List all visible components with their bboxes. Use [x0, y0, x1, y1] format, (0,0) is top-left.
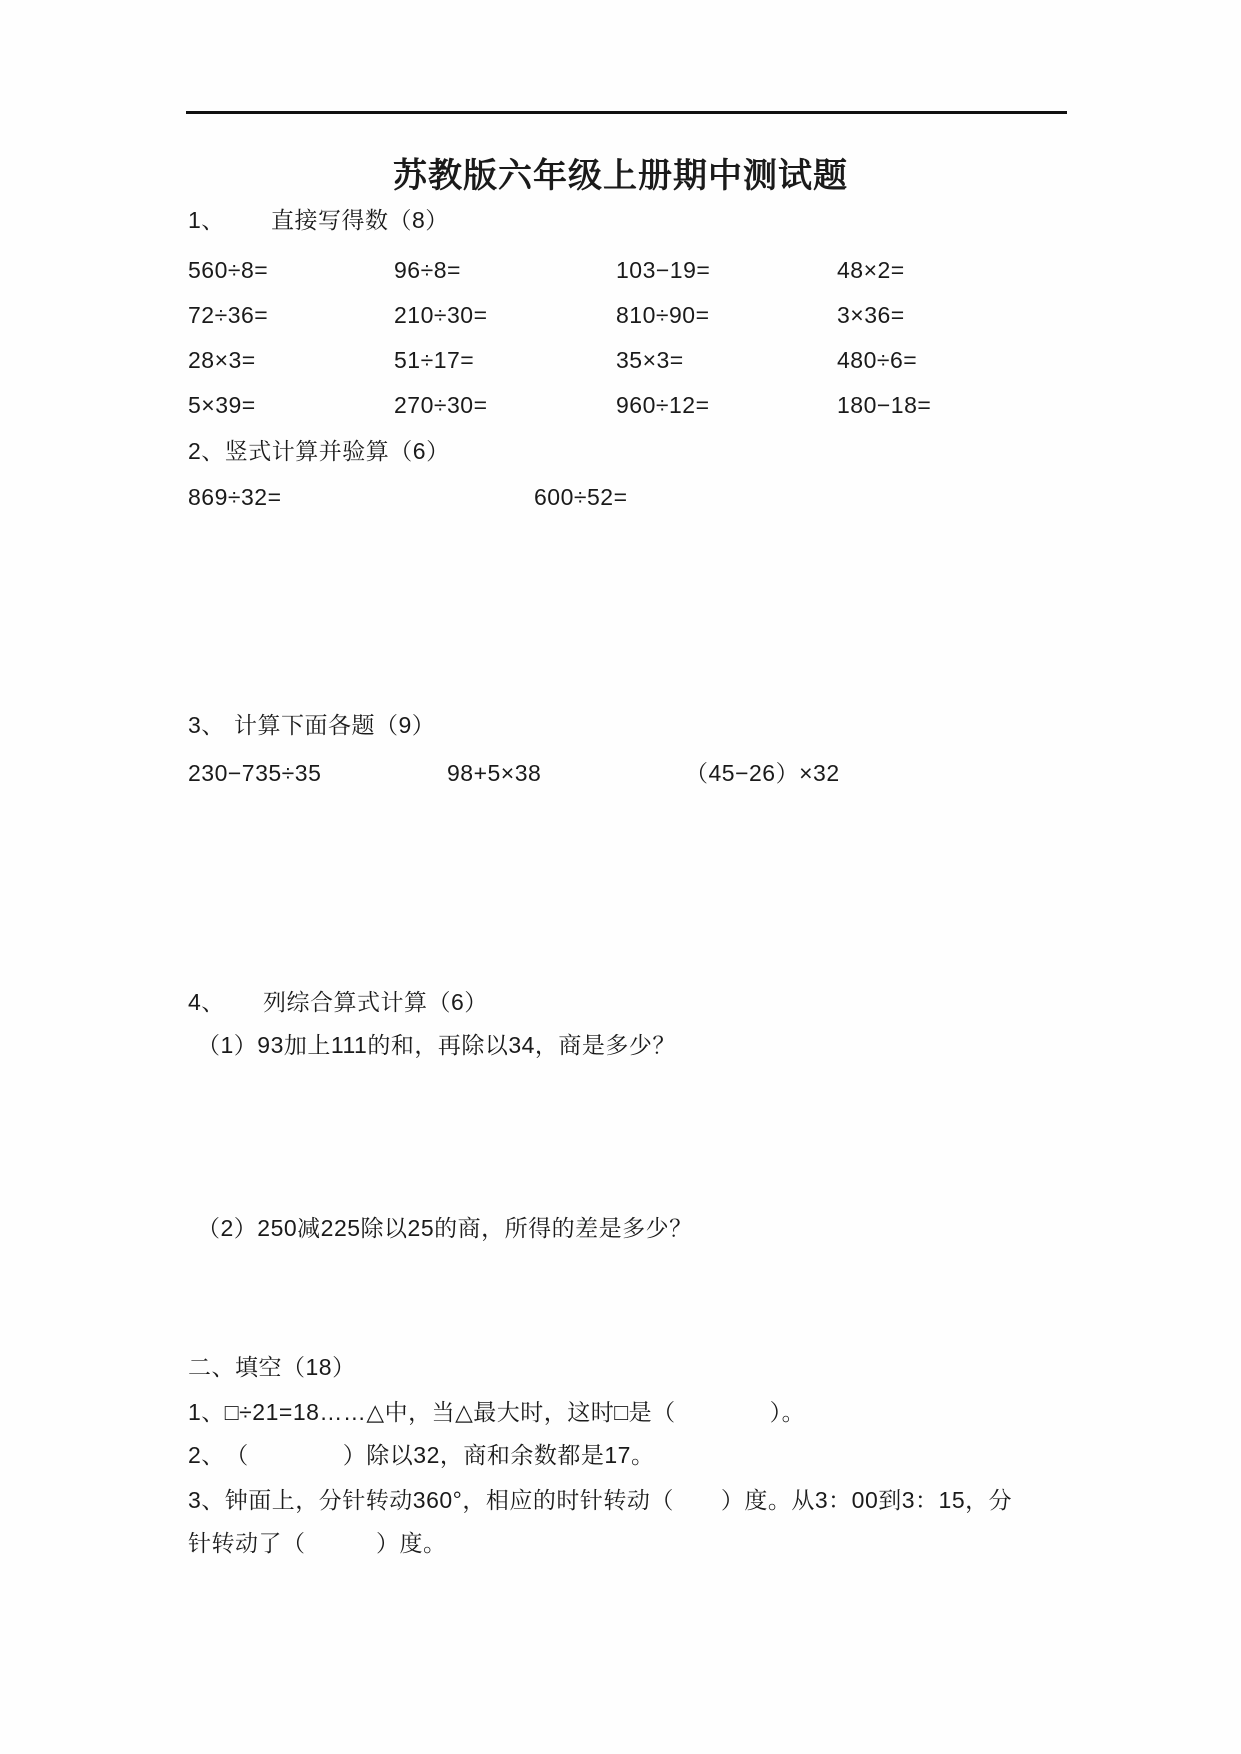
expression-problem: 230−735÷35: [188, 760, 322, 786]
oral-calc-item: 51÷17=: [394, 347, 475, 373]
section3-number: 3、: [188, 712, 225, 738]
oral-calc-item: 96÷8=: [394, 257, 461, 283]
oral-calc-item: 560÷8=: [188, 257, 269, 283]
oral-calc-item: 48×2=: [837, 257, 905, 283]
word-problem-2: （2）250减225除以25的商，所得的差是多少？: [197, 1215, 693, 1241]
word-problem-1: （1）93加上111的和，再除以34，商是多少？: [197, 1032, 676, 1058]
vertical-calc-problem: 600÷52=: [534, 484, 628, 510]
section4-number: 4、: [188, 989, 225, 1015]
section3-heading: 计算下面各题（9）: [234, 712, 436, 738]
oral-calc-item: 480÷6=: [837, 347, 918, 373]
oral-calc-item: 180−18=: [837, 392, 932, 418]
oral-calc-item: 35×3=: [616, 347, 684, 373]
fill-blank-question-3-line1: 3、钟面上，分针转动360°，相应的时针转动（ ）度。从3：00到3：15，分: [188, 1487, 1013, 1513]
fill-blank-question-1: 1、□÷21=18……△中，当△最大时，这时□是（ ）。: [188, 1399, 806, 1425]
oral-calc-item: 210÷30=: [394, 302, 488, 328]
vertical-calc-problem: 869÷32=: [188, 484, 282, 510]
document-title: 苏教版六年级上册期中测试题: [393, 157, 848, 195]
oral-calc-item: 960÷12=: [616, 392, 710, 418]
section4-heading: 列综合算式计算（6）: [263, 989, 488, 1015]
oral-calc-item: 103−19=: [616, 257, 711, 283]
fill-blank-question-3-line2: 针转动了（ ）度。: [188, 1530, 447, 1556]
header-rule: [186, 111, 1067, 114]
section5-heading: 二、填空（18）: [188, 1354, 356, 1380]
oral-calc-item: 270÷30=: [394, 392, 488, 418]
expression-problem: 98+5×38: [447, 760, 542, 786]
fill-blank-question-2: 2、 （ ）除以32，商和余数都是17。: [188, 1442, 655, 1468]
section1-heading: 直接写得数（8）: [271, 207, 449, 233]
oral-calc-item: 5×39=: [188, 392, 256, 418]
oral-calc-item: 28×3=: [188, 347, 256, 373]
expression-problem: （45−26）×32: [685, 760, 840, 786]
section2-heading: 2、竖式计算并验算（6）: [188, 438, 450, 464]
oral-calc-item: 3×36=: [837, 302, 905, 328]
oral-calc-item: 72÷36=: [188, 302, 269, 328]
oral-calc-item: 810÷90=: [616, 302, 710, 328]
section1-number: 1、: [188, 207, 225, 233]
